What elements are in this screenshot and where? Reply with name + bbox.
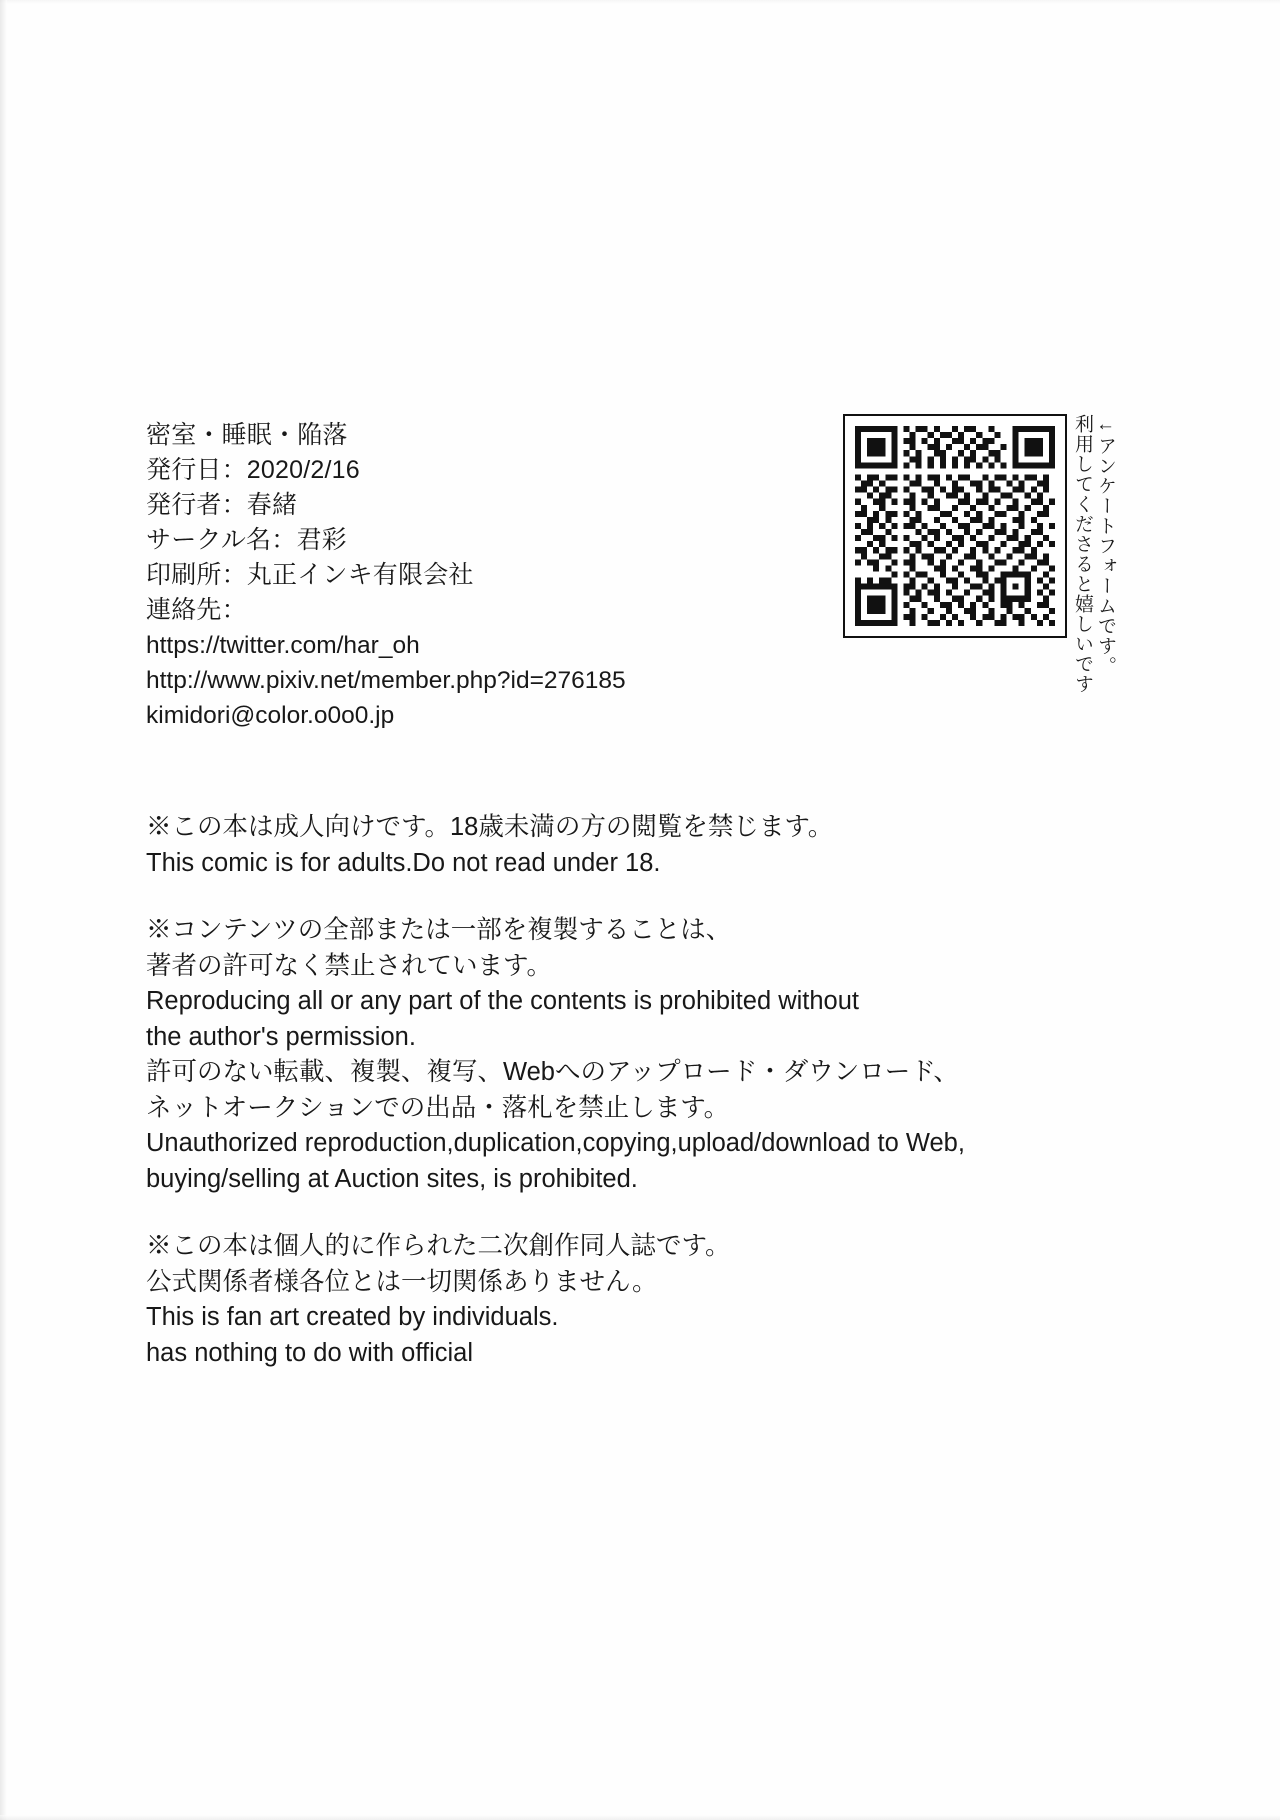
book-title: 密室・睡眠・陥落: [146, 421, 348, 449]
notice-copy-en-3: Unauthorized reproduction,duplication,copying,upload/download to Web,: [146, 1129, 965, 1157]
twitter-link[interactable]: https://twitter.com/har_oh: [146, 632, 420, 659]
author-name: 発行者：春緒: [146, 491, 298, 519]
email-address[interactable]: kimidori@color.o0o0.jp: [146, 702, 395, 729]
notice-adult-en: This comic is for adults.Do not read under 18.: [146, 848, 661, 877]
notice-copy-en-1: Reproducing all or any part of the contents is prohibited without: [146, 987, 860, 1015]
page-edge-top: [0, 0, 1280, 4]
page-edge-left: [0, 0, 7, 1820]
notice-copy-jp-2: 著者の許可なく禁止されています。: [146, 951, 552, 980]
printer-name: 印刷所：丸正インキ有限会社: [146, 561, 474, 589]
notice-fan-en-2: has nothing to do with official: [146, 1338, 473, 1367]
qr-code-icon: [855, 426, 1055, 626]
notice-copy-jp-3: 許可のない転載、複製、複写、Webへのアップロード・ダウンロード、: [146, 1058, 959, 1086]
contact-label: 連絡先：: [146, 596, 247, 624]
publish-date: 発行日：2020/2/16: [146, 456, 360, 484]
qr-note-line-1: ←アンケートフォームです。: [1095, 414, 1116, 676]
notices-block: [146, 810, 1156, 1371]
notice-copy-jp-4: ネットオークションでの出品・落札を禁止します。: [146, 1093, 730, 1122]
colophon-block: [146, 418, 786, 733]
notice-fan-jp-1: ※この本は個人的に作られた二次創作同人誌です。: [146, 1232, 731, 1260]
notice-adult: [146, 810, 1156, 881]
notice-fan-jp-2: 公式関係者様各位とは一切関係ありません。: [146, 1267, 658, 1296]
page-edge-bottom: [0, 1815, 1280, 1820]
circle-name: サークル名：君彩: [146, 526, 347, 554]
qr-code[interactable]: [843, 414, 1067, 638]
notice-copyright: [146, 913, 1156, 1197]
pixiv-link[interactable]: http://www.pixiv.net/member.php?id=276185: [146, 667, 626, 694]
notice-adult-jp: ※この本は成人向けです。18歳未満の方の閲覧を禁じます。: [146, 813, 834, 841]
notice-copy-en-2: the author's permission.: [146, 1022, 416, 1051]
qr-note-line-2: 利用してくださると嬉しいです: [1072, 414, 1093, 694]
notice-fanwork: [146, 1229, 1156, 1371]
notice-copy-en-4: buying/selling at Auction sites, is prohibited.: [146, 1164, 638, 1193]
notice-fan-en-1: This is fan art created by individuals.: [146, 1303, 559, 1331]
notice-copy-jp-1: ※コンテンツの全部または一部を複製することは、: [146, 916, 732, 944]
qr-vertical-note: [1072, 414, 1116, 714]
